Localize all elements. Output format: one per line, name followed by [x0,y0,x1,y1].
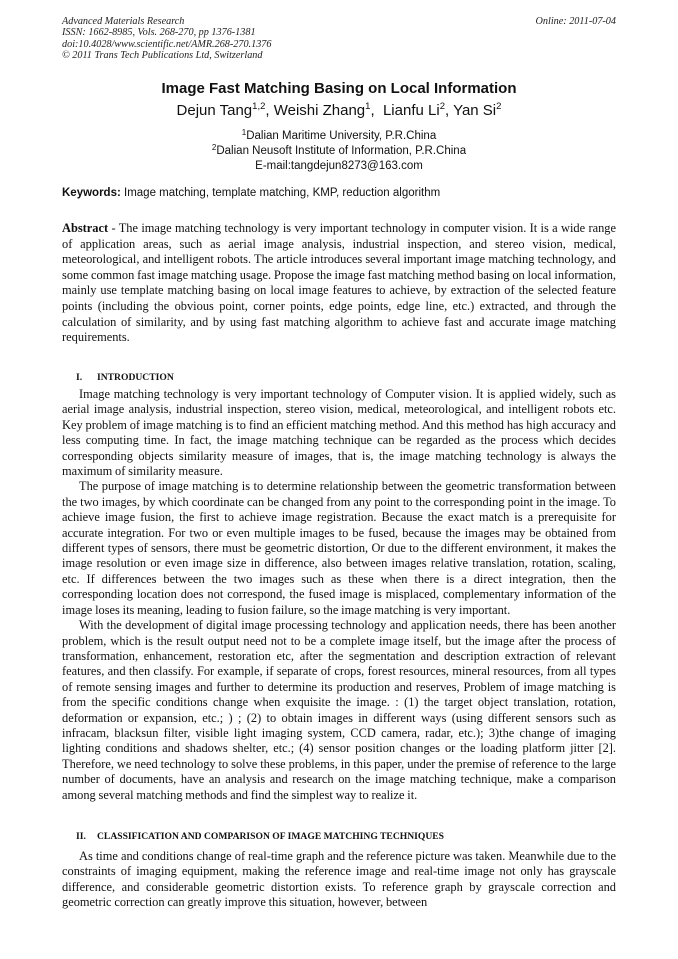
email-line: E-mail:tangdejun8273@163.com [255,160,423,172]
paragraph: With the development of digital image processing technology and application needs, there has been another problem, which is the result output need not to be a complete image itself, but the image after the process of transformation, enhancement, restoration etc, after the segmentation and description extraction of relevant features, and then classify. For example, if separate of crops, forest resources, mineral resources, from all types of remote sensing images and further to determine its production and reserves, Problem of image matching is from the specific conditions change when exquisite the image. : (1) the target object translation, rotation, deformation or expansion, etc.; ) ; (2) to obtain images in different ways (using different sensors such as infracam, blacksun filter, visible light imaging system, CCD camera, radar, etc.); 3)the change of imaging lighting conditions and shadows shelter, etc.; (4) sensor position changes or the loading platform jitter [2]. Therefore, we need technology to solve these problems, in this paper, under the premise of reference to the large number of documents, have an analysis and research on the image matching technique, make a comparison among several matching methods and find the simplest way to realize it. [62,618,616,802]
affiliation-mark: 1 [241,128,247,137]
keywords [62,186,616,201]
copyright-line: © 2011 Trans Tech Publications Ltd, Switzerland [62,50,263,62]
author-affiliation-mark: 1 [365,101,371,112]
paragraph: The purpose of image matching is to determine relationship between the geometric transformation between the two images, by which coordinate can be changed from any point to the corresponding point in the image. To achieve image fusion, the first to achieve image registration. Because the exact match is a prerequisite for accurate integration. For two or even multiple images to be fused, because the images may be obtained from different types of sensors, there must be geometric distortion, Or due to the different environment, it makes the image resolution or even image size in difference, also between images relative translation, rotation, scaling, etc. If differences between the two images such as these when there is a direct integration, then the corresponding location does not correspond, the fused image is misplaced, complementary information of the image loses its meaning, leading to fusion failure, so the image matching is very important. [62,479,616,617]
author-affiliation-mark: 2 [496,101,502,112]
doi-line: doi:10.4028/www.scientific.net/AMR.268-270.1376 [62,38,272,50]
author-affiliation-mark: 1,2 [252,101,266,112]
author-affiliation-mark: 2 [439,101,445,112]
section-number: II. [76,831,86,842]
affiliation-text: Dalian Neusoft Institute of Information, P.R.China [216,145,467,157]
author-list [62,101,616,121]
section-body [62,849,616,911]
paper-title: Image Fast Matching Basing on Local Information [161,80,517,97]
online-date: Online: 2011-07-04 [535,16,616,27]
section-heading [76,831,616,843]
keywords-label: Keywords: [62,187,121,199]
author-separator: , [444,102,454,119]
keywords-text: Image matching, template matching, KMP, reduction algorithm [124,187,441,199]
affiliation-mark: 2 [211,143,217,152]
section-body [62,387,616,803]
section-title: CLASSIFICATION AND COMPARISON OF IMAGE MATCHING TECHNIQUES [97,831,445,842]
author-name: Yan Si [453,102,497,119]
issn-line: ISSN: 1662-8985, Vols. 268-270, pp 1376-1381 [62,27,256,39]
affiliation-line [62,129,616,144]
section-title: INTRODUCTION [97,372,174,383]
journal-name: Advanced Materials Research [62,16,185,27]
affiliations [62,129,616,174]
author-separator: , [370,102,383,119]
author-name: Weishi Zhang [273,102,366,119]
abstract-text: - The image matching technology is very important technology in computer vision. It is a wide range of application areas, such as aerial image analysis, industrial inspection, and stereo vision, medical, meteorological, and intelligent robots. The article introduces several important image matching technology, and some common fast image matching usage. Propose the image fast matching method basing on local information, mainly use template matching basing on local image features to achieve, by extraction of the selected feature points (including the obvious point, corner points, edge points, edge line, etc.) extracted, and through the calculation of similarity, and by using fast matching algorithm to achieve fast and accurate image matching requirements. [62,221,616,345]
journal-header [62,16,616,62]
author-separator: , [265,102,274,119]
section-heading [76,372,616,384]
affiliation-line [62,144,616,159]
abstract-label: Abstract [62,221,109,235]
section-number: I. [76,372,83,383]
paragraph: Image matching technology is very important technology of Computer vision. It is applied widely, such as aerial image analysis, industrial inspection, stereo vision, medical, meteorological, and intelligent robots etc. Key problem of image matching is to find an efficient matching method. And this method has high accuracy and less computing time. In fact, the image matching technique can be regarded as the process which decides corresponding objects similarity measure of images, that is, the image matching technology is always the maximum of similarity measure. [62,387,616,479]
author-name: Dejun Tang [176,102,253,119]
affiliation-text: Dalian Maritime University, P.R.China [246,130,437,142]
paragraph: As time and conditions change of real-time graph and the reference picture was taken. Meanwhile due to the constraints of imaging equipment, making the reference image and real-time image not only has grayscale difference, and considerable geometric distortion exists. To reference graph by grayscale correction and geometric correction can greatly improve this situation, however, between [62,849,616,910]
author-name: Lianfu Li [382,102,440,119]
abstract [62,221,616,346]
